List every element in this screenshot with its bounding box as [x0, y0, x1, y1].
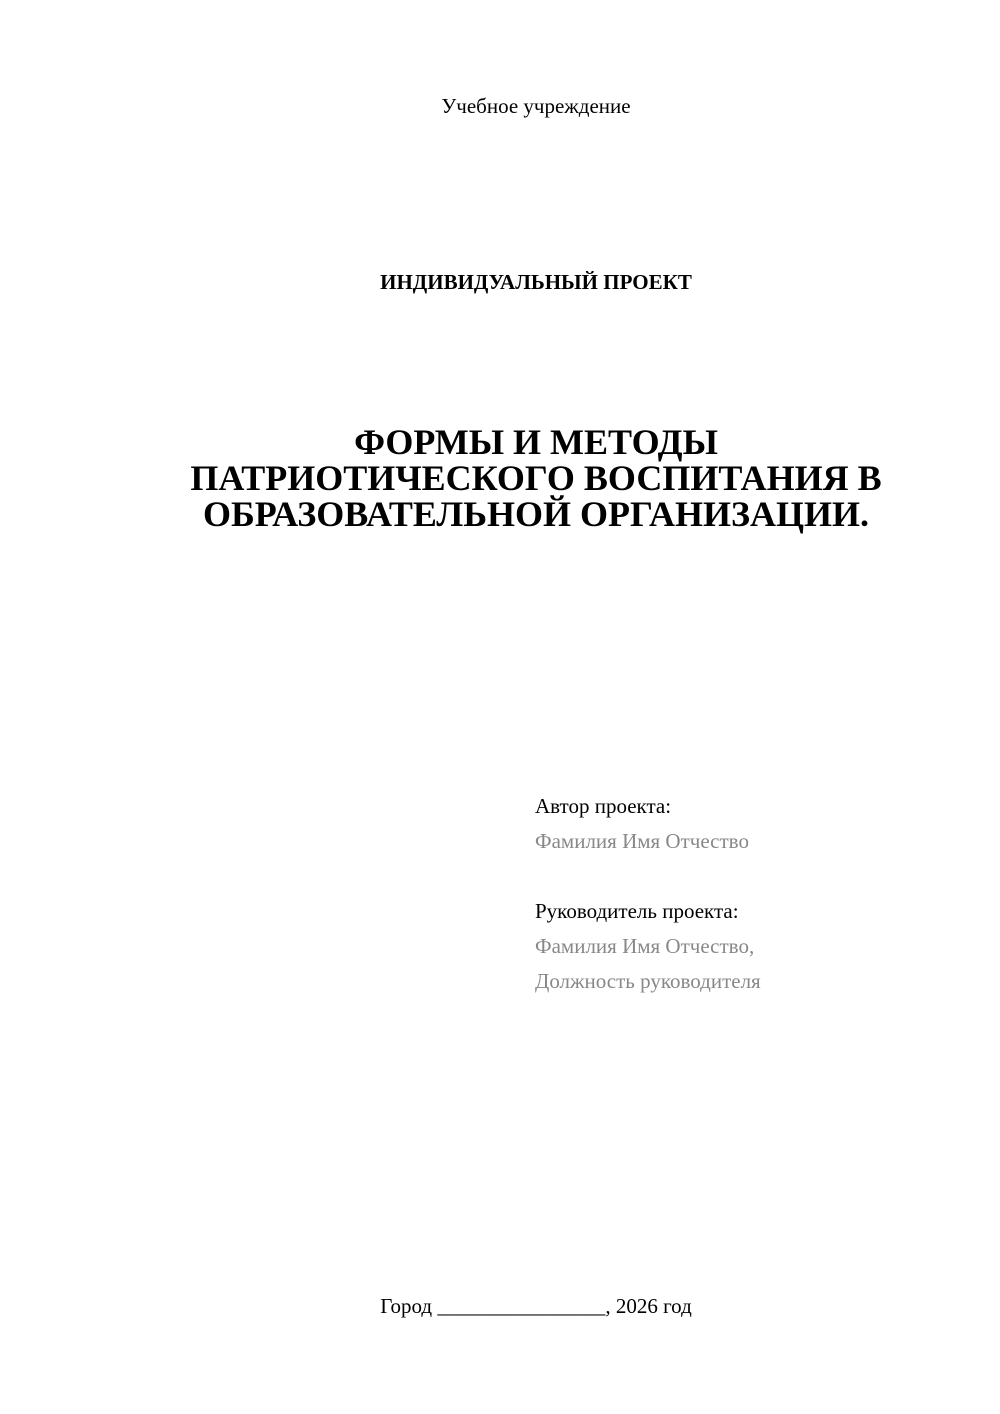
credits-spacer [535, 859, 975, 894]
supervisor-position: Должность руководителя [535, 969, 761, 993]
city-year-line: Город ________________, 2026 год [380, 1294, 692, 1318]
title-line: ОБРАЗОВАТЕЛЬНОЙ ОРГАНИЗАЦИИ. [202, 494, 870, 534]
author-label: Автор проекта: [535, 794, 672, 818]
supervisor-name: Фамилия Имя Отчество, [535, 934, 755, 958]
credits-block [535, 789, 975, 999]
supervisor-label: Руководитель проекта: [535, 899, 739, 923]
project-title [100, 424, 972, 532]
title-line: ПАТРИОТИЧЕСКОГО ВОСПИТАНИЯ В [190, 458, 882, 498]
institution-name: Учебное учреждение [441, 94, 631, 118]
title-line: ФОРМЫ И МЕТОДЫ [354, 422, 718, 462]
project-type-heading: ИНДИВИДУАЛЬНЫЙ ПРОЕКТ [380, 270, 692, 294]
author-name: Фамилия Имя Отчество [535, 829, 749, 853]
